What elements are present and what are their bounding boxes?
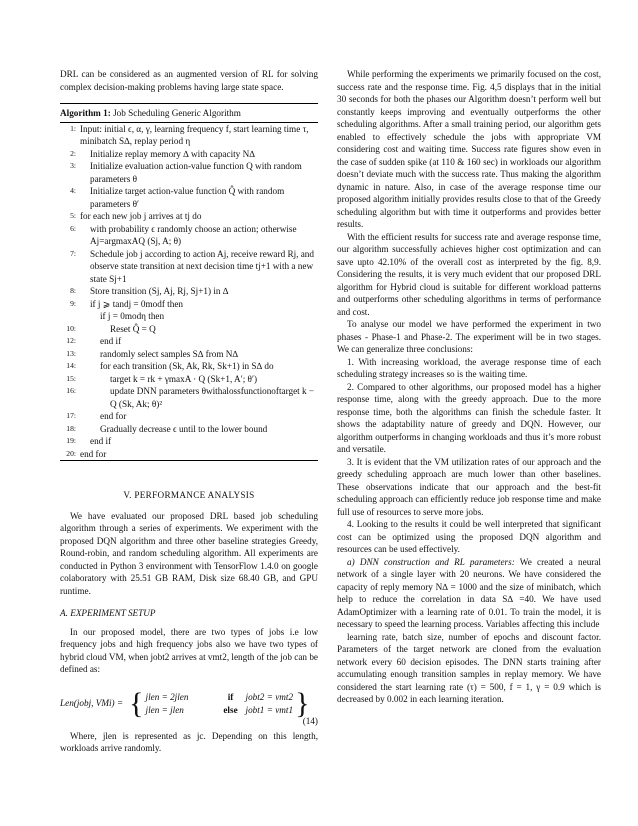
subsection-title: A. EXPERIMENT SETUP — [60, 608, 156, 618]
algorithm-line-number: 14: — [66, 361, 76, 370]
algorithm-line-text: Initialize evaluation action-value function Q with random parameters θ — [90, 161, 302, 184]
conclusion-4: 4. Looking to the results it could be well interpreted that significant cost can be optimized using the proposed DQN algorithm and resources can be used effectively. — [337, 519, 601, 554]
algorithm-line-number: 6: — [70, 223, 76, 233]
algorithm-line — [60, 298, 318, 311]
algorithm-title — [60, 104, 318, 123]
algorithm-line-text: end for — [100, 411, 127, 421]
algorithm-line-text: randomly select samples S∆ from N∆ — [100, 348, 239, 359]
algorithm-line — [60, 123, 318, 148]
algorithm-line-number: 16: — [66, 386, 76, 395]
algorithm-line-text: Gradually decrease ϵ until to the lower bound — [100, 423, 268, 434]
performance-paragraph: We have evaluated our proposed DRL based job scheduling algorithm through a series of experiments. We experiment with the proposed DQN algorithm and three other baseline strategies Greedy, Round-robin, and random scheduling algorithm. All experiments are conducted in Python 3 environment with TensorFlow 1.4.0 on google colaboratory with 25.51 GB RAM, Disk size 68.40 GB, and GPU runtime. — [60, 510, 318, 596]
algorithm-line — [60, 223, 318, 248]
case2-keyword: else — [223, 704, 238, 715]
dnn-heading: a) DNN construction and RL parameters: — [347, 556, 515, 567]
left-brace: { — [129, 686, 144, 720]
algorithm-line — [60, 335, 318, 348]
algorithm-line — [60, 160, 318, 185]
equation-case-2 — [146, 704, 294, 717]
equation-case-1 — [146, 691, 294, 704]
algorithm-line-number: 15: — [66, 373, 76, 383]
conclusion-3: 3. It is evident that the VM utilization rates of our approach and the greedy scheduling approach are much lower than other baselines. These observations indicate that our approach and the best-fit scheduling approach can efficiently reduce job response time and make full use of resources to serve more jobs. — [337, 456, 601, 517]
phases-paragraph: To analyse our model we have performed the experiment in two phases - Phase-1 and Phase-2. The experiment will be in two stages. We can generalize three conclusions: — [337, 319, 601, 354]
algorithm-line — [60, 248, 318, 286]
algorithm-line-number: 8: — [70, 286, 76, 295]
algorithm-line — [60, 385, 318, 410]
algorithm-line — [60, 410, 318, 423]
algorithm-label: Algorithm 1: — [60, 108, 111, 118]
case1-condition: jobt2 = vmt2 — [245, 692, 294, 702]
algorithm-line-text: end if — [100, 336, 122, 346]
algorithm-line-number: 18: — [66, 423, 76, 433]
right-brace: } — [295, 686, 310, 720]
algorithm-line-number: 10: — [66, 323, 76, 333]
algorithm-line-number: 20: — [66, 448, 76, 458]
dnn-body: We created a neural network of a single layer with 20 neurons. We have considered the capacity of reply memory N∆ = 1000 and the size of minibatch, which help to reduce the correlation in data S∆ =40. We have used AdamOptimizer with a learning rate of 0.01. To train the model, it is necessary to speed the learning process. Variables affecting this include — [337, 556, 601, 629]
equation-cases — [146, 691, 294, 716]
algorithm-line-text: Reset Q̂ = Q — [110, 323, 156, 334]
algorithm-line — [60, 210, 318, 223]
algorithm-box — [60, 103, 318, 461]
algorithm-line-number: 7: — [70, 248, 76, 258]
learning-paragraph: learning rate, batch size, number of epochs and discount factor. Parameters of the target network are cloned from the evaluation network every 60 decision episodes. The DNN starts training after accumulating enough transition samples in replay memory. We have considered the start learning rate (τ) = 500, f = 1, γ = 0.9 which is decreased by 0.002 in each learning iteration. — [337, 631, 601, 704]
case2-condition: jobt1 = vmt1 — [245, 704, 294, 715]
algorithm-line — [60, 348, 318, 361]
algorithm-line-number: 1: — [70, 123, 76, 133]
algorithm-line-text: if j ⩾ tandj = 0modf then — [90, 298, 184, 309]
algorithm-line-text: if j = 0modη then — [100, 311, 165, 321]
algorithm-line-text: Initialize replay memory ∆ with capacity N∆ — [90, 148, 255, 159]
results-paragraph: While performing the experiments we primarily focused on the cost, success rate and the response time. Fig. 4,5 displays that in the initial 30 seconds for both the phases our Algorithm doesn’t perform well but constantly keeps improving and eventually outperforms the other scheduling algorithms. After a small training period, our algorithm gets enabled to effectively schedule the jobs with appropriate VM considering cost and waiting time. Success rate figures show even in the case of sudden spike (at 110 & 160 sec) in workloads our algorithm doesn’t deviate much with the success rate. Thus making the algorithm dynamic in nature. Also, in case of the average response time our proposed algorithm initially provides results close to that of the Greedy scheduling algorithm but with time it outperforms and provides better results. — [337, 69, 601, 229]
algorithm-line-text: Input: initial ϵ, α, γ, learning frequency f, start learning time τ, minibatch S∆, replay period η — [80, 123, 309, 146]
algorithm-line — [60, 373, 318, 386]
algorithm-line-number: 13: — [66, 348, 76, 358]
cost-paragraph: With the efficient results for success rate and average response time, our algorithm successfully achieves higher cost optimization and can save upto 42.10% of the overall cost as interpreted by the fig. 8,9. Considering the results, it is very much evident that our proposed DRL algorithm for Hybrid cloud is suitable for different workload patterns and outperforms other scheduling algorithms in terms of performance and cost. — [337, 231, 601, 317]
left-column — [60, 68, 318, 755]
algorithm-line-text: end for — [80, 448, 107, 459]
equation-14 — [60, 684, 318, 724]
algorithm-line-number: 19: — [66, 436, 76, 445]
algorithm-line-number: 17: — [66, 411, 76, 420]
algorithm-line — [60, 148, 318, 161]
algorithm-line-text: end if — [90, 436, 112, 446]
dnn-paragraph — [337, 556, 601, 631]
algorithm-line-text: Initialize target action-value function Q̂ with random parameters θ′ — [90, 186, 285, 209]
case1-value: jlen = 2jlen — [145, 692, 189, 702]
setup-paragraph: In our proposed model, there are two types of jobs i.e low frequency jobs and high frequency jobs also we have two types of hybrid cloud VM, when jobt2 arrives at vmt2, length of the job can be defined as: — [60, 626, 318, 674]
algorithm-line — [60, 285, 318, 298]
algorithm-lines — [60, 123, 318, 461]
algorithm-line-text: Store transition (Sj, Aj, Rj, Sj+1) in ∆ — [90, 286, 229, 296]
algorithm-line-text: with probability ϵ randomly choose an action; otherwise Aj=argmaxAQ (Sj, A; θ) — [90, 223, 297, 246]
algorithm-line-number: 12: — [66, 336, 76, 345]
algorithm-line-text: Schedule job j according to action Aj, receive reward Rj, and observe state transition at next decision time tj+1 with a new state Sj+1 — [90, 248, 314, 284]
conclusion-1: 1. With increasing workload, the average response time of each scheduling strategy increases so is the waiting time. — [337, 356, 601, 379]
section-title: V. PERFORMANCE ANALYSIS — [123, 490, 255, 500]
algorithm-name: Job Scheduling Generic Algorithm — [113, 108, 241, 118]
algorithm-line-number: 3: — [70, 161, 76, 170]
algorithm-line — [60, 448, 318, 461]
algorithm-line-text: for each transition (Sk, Ak, Rk, Sk+1) in S∆ do — [100, 361, 274, 371]
algorithm-line-number: 4: — [70, 186, 76, 195]
algorithm-line-text: update DNN parameters θwithalossfunctionoftarget k − Q (Sk, Ak; θ)² — [110, 386, 315, 409]
intro-paragraph: DRL can be considered as an augmented version of RL for solving complex decision-making problems having large state space. — [60, 69, 318, 92]
algorithm-line — [60, 435, 318, 448]
algorithm-line — [60, 360, 318, 373]
equation-number: (14) — [302, 716, 318, 726]
algorithm-line-number: 2: — [70, 148, 76, 158]
algorithm-line — [60, 185, 318, 210]
case2-value: jlen = jlen — [145, 704, 184, 715]
where-paragraph: Where, jlen is represented as jc. Depending on this length, workloads arrive randomly. — [60, 730, 318, 753]
algorithm-line — [60, 323, 318, 336]
conclusion-2: 2. Compared to other algorithms, our proposed model has a higher response time, along with the greedy approach. Due to the more response time, both the algorithms can finish the schedule faster. It shows the adaptability nature of greedy and DQN. However, our algorithm outperforms in changing workloads and thus it’s more robust and versatile. — [337, 381, 601, 454]
right-column — [337, 68, 601, 706]
algorithm-line-number: 5: — [70, 211, 76, 220]
algorithm-line-number: 9: — [70, 298, 76, 308]
equation-lhs: Len(jobj, VMi) = — [60, 698, 124, 709]
algorithm-line — [60, 310, 318, 323]
algorithm-line-text: target k = rk + γmaxA · Q (Sk+1, A′; θ′) — [110, 373, 258, 384]
case1-keyword: if — [227, 692, 234, 702]
algorithm-line — [60, 423, 318, 436]
algorithm-line-text: for each new job j arrives at tj do — [80, 211, 202, 221]
